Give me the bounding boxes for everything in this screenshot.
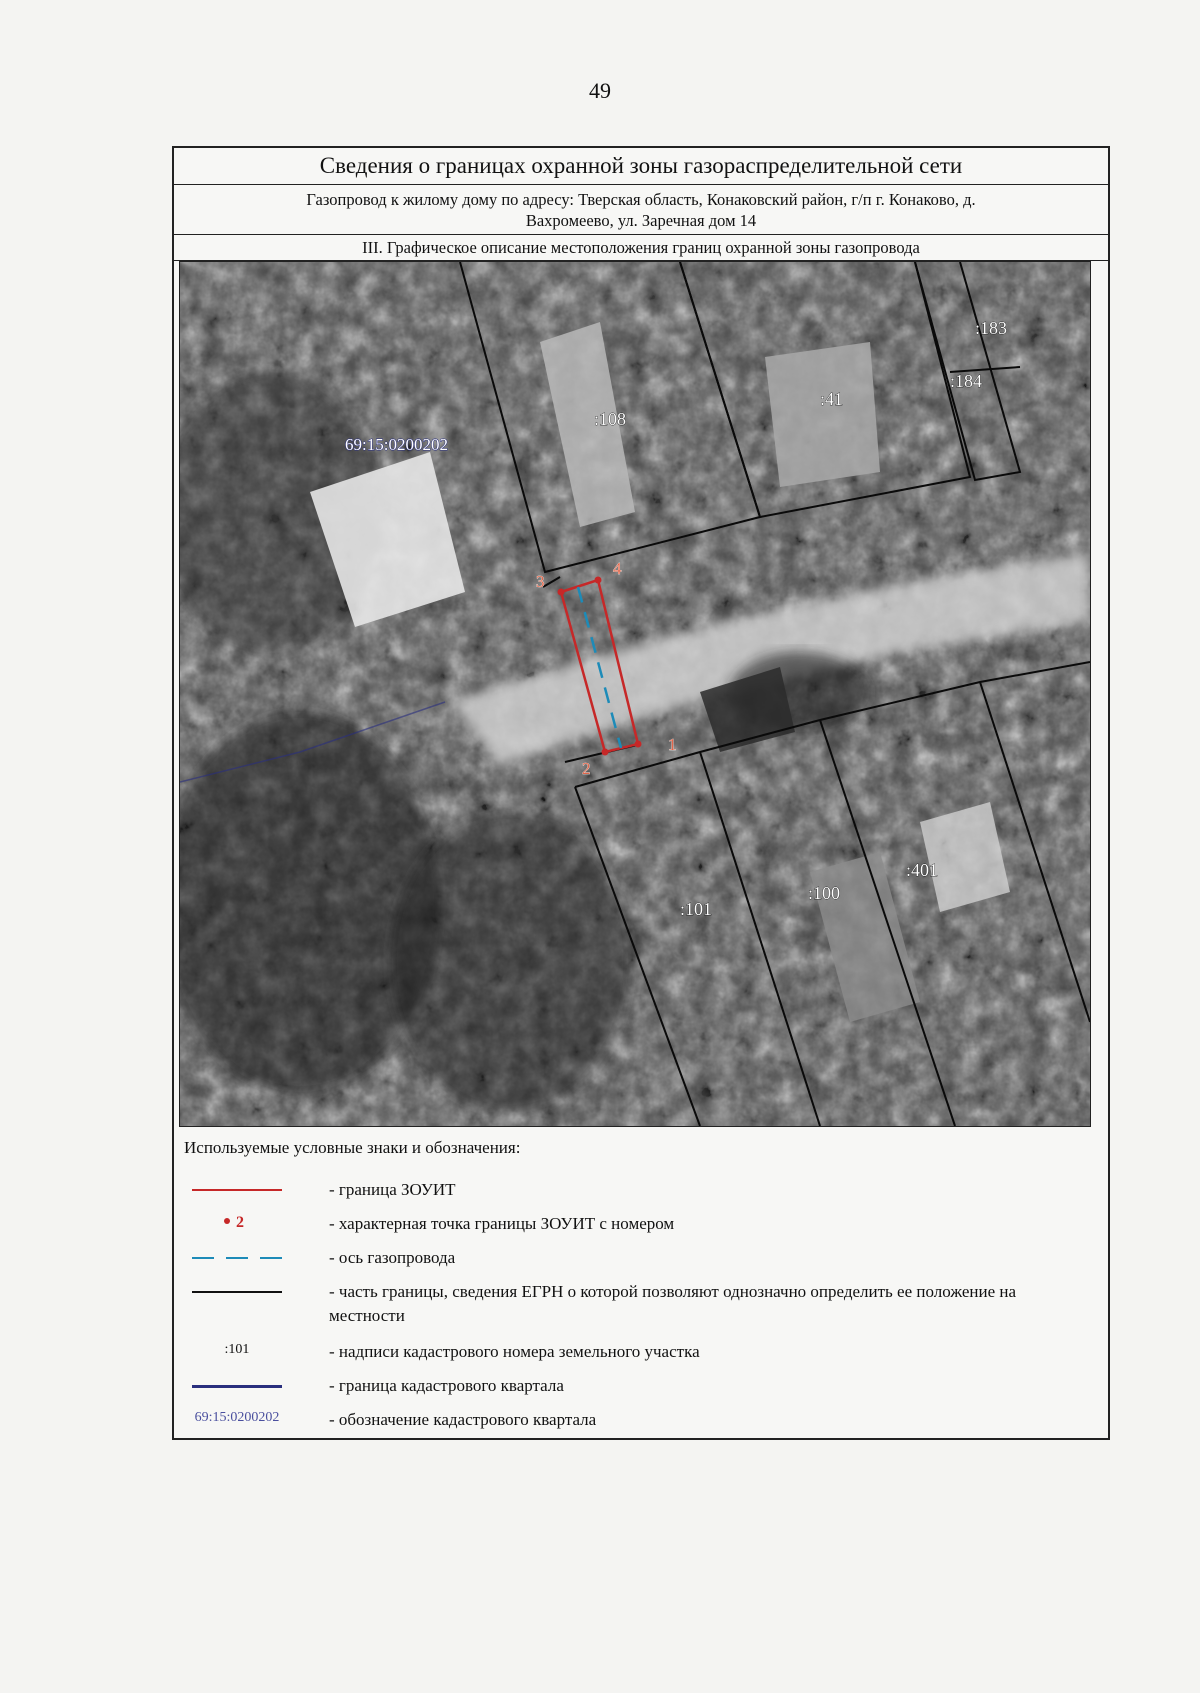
legend-text: - характерная точка границы ЗОУИТ с номером: [329, 1214, 675, 1233]
legend-point-number: 2: [236, 1214, 244, 1231]
map-canvas: [180, 262, 1090, 1126]
zone-point-4: [595, 577, 602, 584]
parcel-label-184: :184: [950, 371, 983, 391]
quarter-label: 69:15:0200202: [345, 435, 448, 454]
parcel-label-101: :101: [680, 899, 713, 919]
legend-symbol-parcel-label: [192, 1340, 287, 1364]
legend-symbol-quarter-boundary: [192, 1374, 287, 1398]
legend: [174, 1138, 1108, 1438]
legend-text: - часть границы, сведения ЕГРН о которой позволяют однозначно определить ее положение на местности: [329, 1282, 1017, 1325]
legend-symbol-quarter-label: [192, 1408, 287, 1432]
zone-point-2: [602, 749, 609, 756]
tree-cover: [390, 812, 630, 1112]
document-title: Сведения о границах охранной зоны газораспределительной сети: [174, 148, 1108, 185]
legend-text: - граница кадастрового квартала: [329, 1376, 564, 1395]
legend-text: - граница ЗОУИТ: [329, 1180, 456, 1199]
zone-point-1: [635, 741, 642, 748]
object-description-line-2: Вахромеево, ул. Заречная дом 14: [525, 211, 757, 230]
zone-point-label-2: 2: [582, 759, 591, 778]
legend-text: - ось газопровода: [329, 1248, 456, 1267]
zone-point-label-3: 3: [536, 572, 545, 591]
object-description-line-1: Газопровод к жилому дому по адресу: Тверская область, Конаковский район, г/п г. Конаково, д.: [306, 190, 976, 209]
document-frame: [172, 146, 1110, 1440]
parcel-label-401: :401: [906, 860, 939, 880]
legend-symbol-pipeline-axis: [192, 1246, 287, 1270]
aerial-map: [179, 261, 1091, 1127]
legend-symbol-parcel-boundary: [192, 1280, 287, 1304]
legend-quarter-label-sample: 69:15:0200202: [194, 1410, 280, 1425]
parcel-label-183: :183: [975, 318, 1008, 338]
object-description: [174, 185, 1108, 235]
legend-title: Используемые условные знаки и обозначения:: [184, 1138, 521, 1157]
parcel-label-108: :108: [594, 409, 627, 429]
zone-point-label-1: 1: [668, 735, 677, 754]
zone-point-label-4: 4: [613, 559, 622, 578]
section-title: III. Графическое описание местоположения границ охранной зоны газопровода: [174, 235, 1108, 261]
zone-point-3: [558, 589, 565, 596]
building: [765, 342, 880, 487]
legend-symbol-zone-point: [192, 1212, 287, 1236]
legend-text: - обозначение кадастрового квартала: [329, 1410, 597, 1429]
legend-text: - надписи кадастрового номера земельного участка: [329, 1342, 700, 1361]
parcel-label-100: :100: [808, 883, 841, 903]
parcel-label-41: :41: [820, 389, 844, 409]
legend-symbol-zone-boundary: [192, 1178, 287, 1202]
page-number: 49: [589, 78, 611, 103]
legend-parcel-label-sample: :101: [224, 1342, 250, 1357]
